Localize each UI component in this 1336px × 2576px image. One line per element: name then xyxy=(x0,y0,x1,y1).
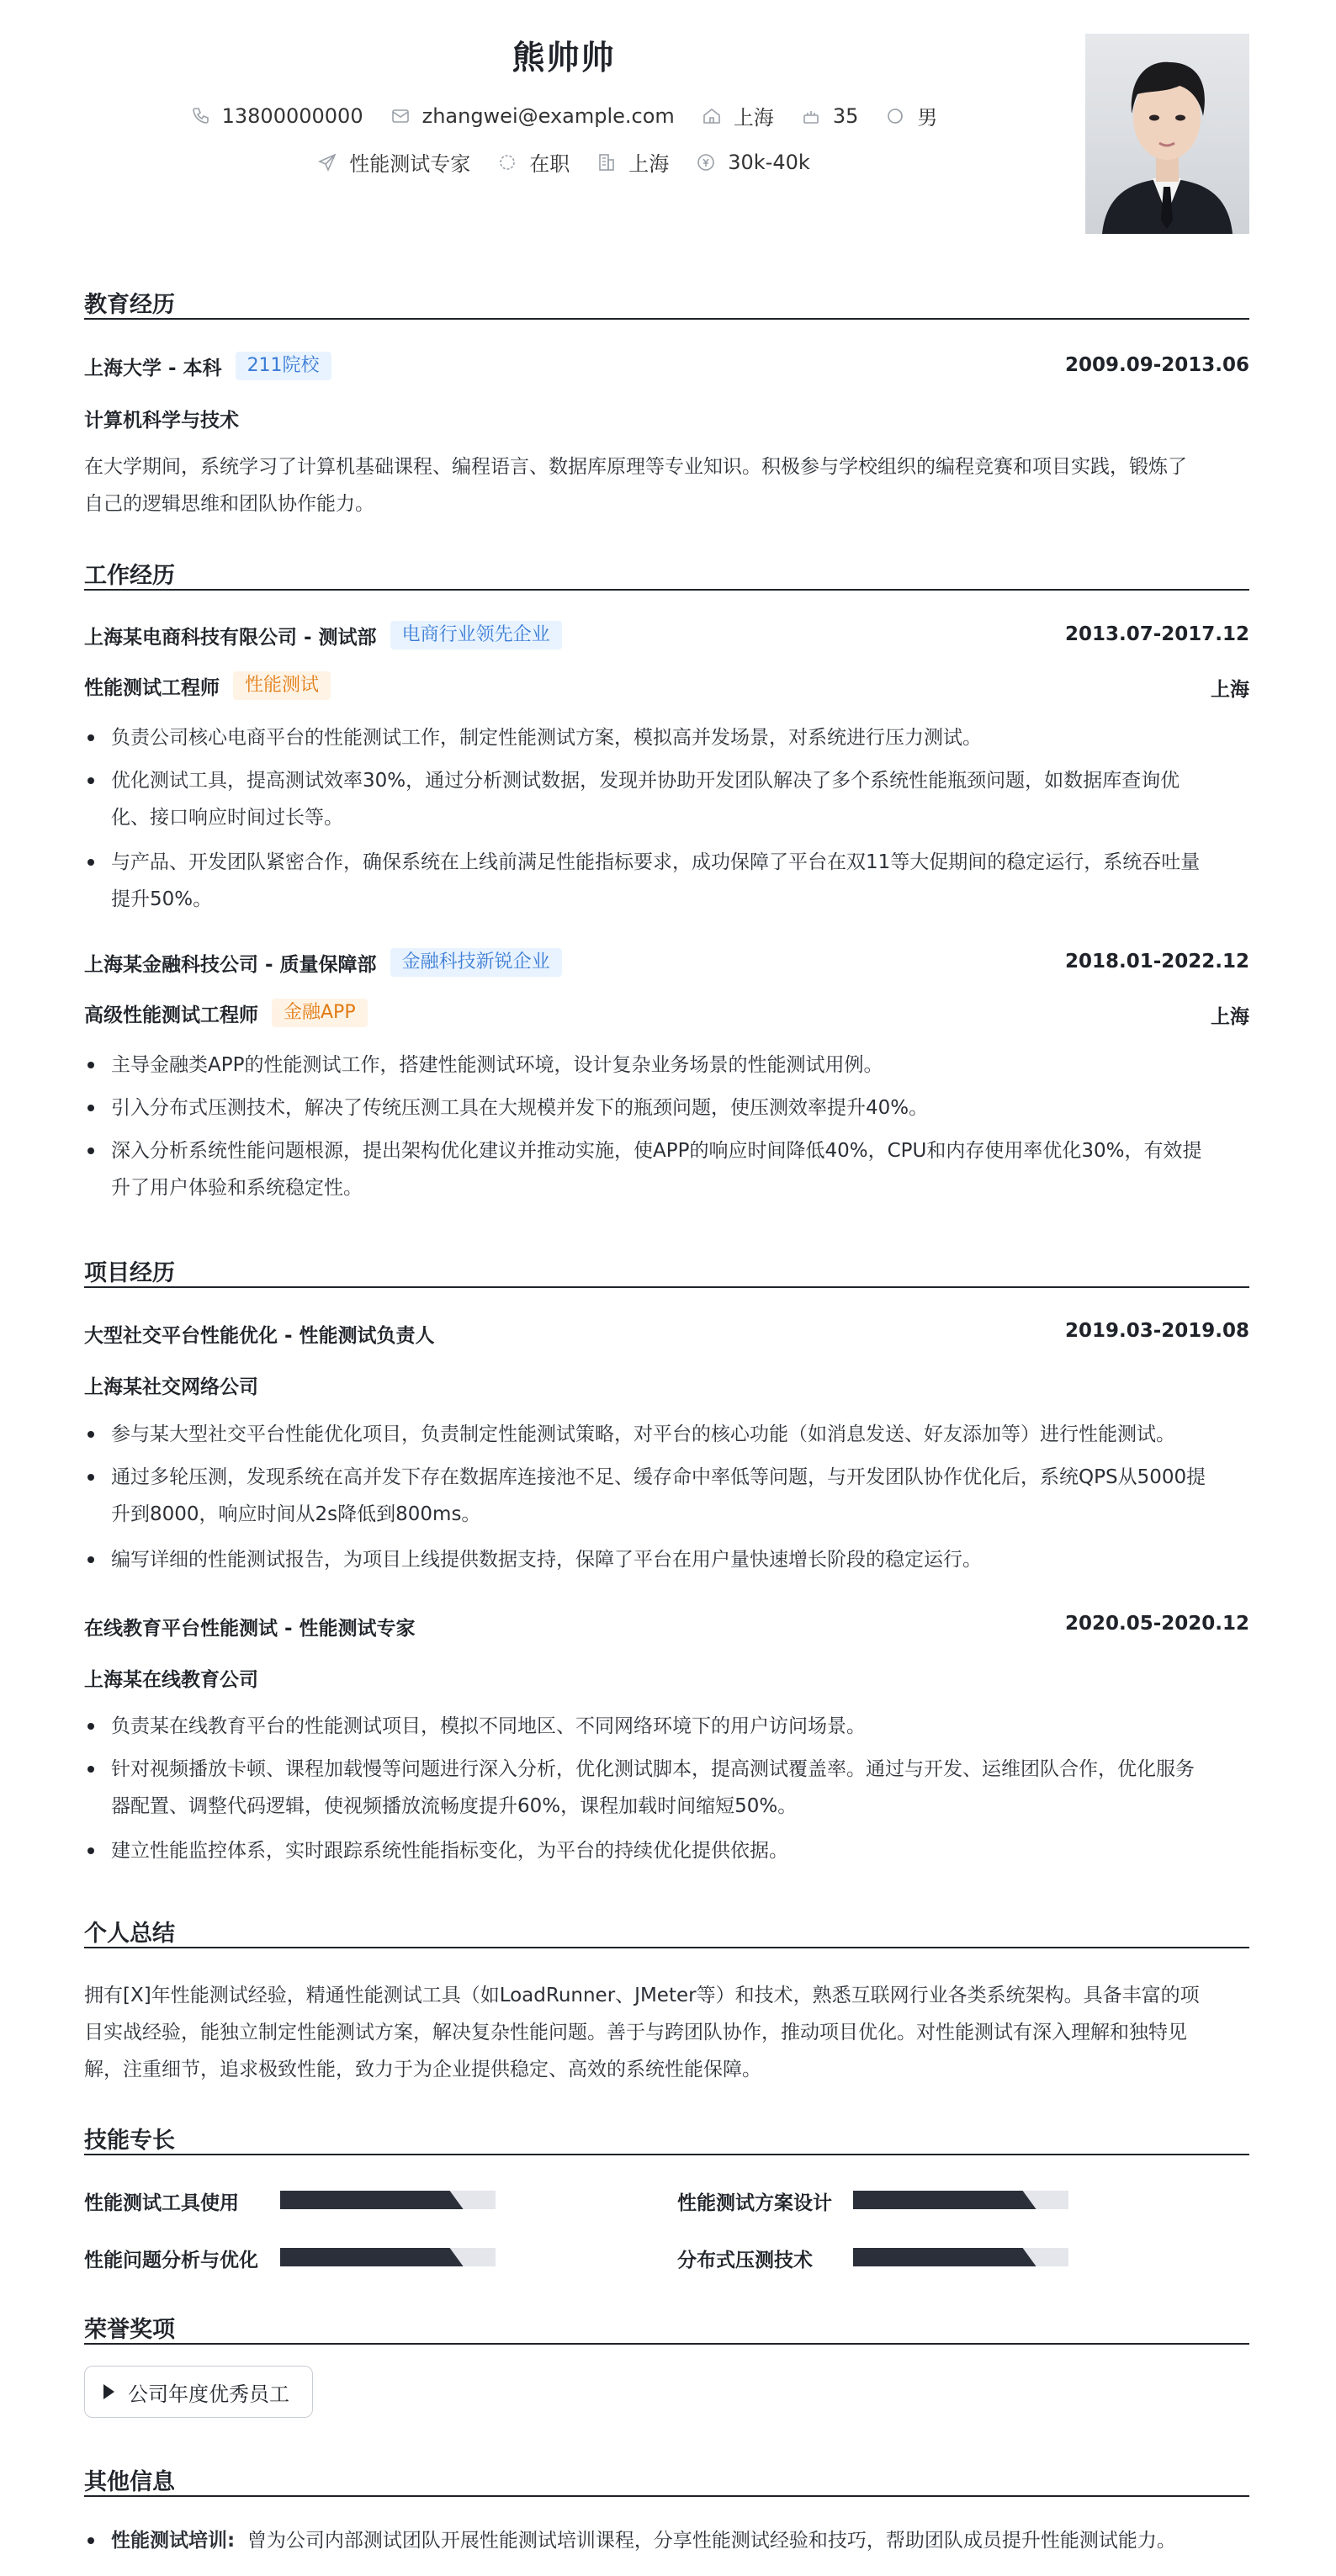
other-text: 曾为公司内部测试团队开展性能测试培训课程，分享性能测试经验和技巧，帮助团队成员提升性能测试能力。 xyxy=(247,2530,1176,2552)
work-role: 性能测试工程师 性能测试 xyxy=(84,671,331,700)
work-company: 上海某电商科技有限公司 - 测试部 电商行业领先企业 xyxy=(84,621,562,649)
list-item: 与产品、开发团队紧密合作，确保系统在上线前满足性能指标要求，成功保障了平台在双11等大促期间的稳定运行，系统吞吐量 提升50%。 xyxy=(84,844,1249,918)
salary-icon xyxy=(696,152,716,172)
education-major: 计算机科学与技术 xyxy=(84,410,239,432)
skill-fill xyxy=(280,2191,464,2209)
job-title-text: 性能测试专家 xyxy=(349,152,471,176)
phone-item xyxy=(190,104,363,128)
skill-bar xyxy=(280,2248,496,2266)
skill-label: 性能测试方案设计 xyxy=(677,2192,832,2214)
list-item: 编写详细的性能测试报告，为项目上线提供数据支持，保障了平台在用户量快速增长阶段的稳定运行。 xyxy=(84,1541,1249,1578)
email-item xyxy=(390,104,675,128)
age-item xyxy=(801,104,859,128)
role-tag: 金融APP xyxy=(272,999,368,1027)
list-item: 参与某大型社交平台性能优化项目，负责制定性能测试策略，对平台的核心功能（如消息发送、好友添加等）进行性能测试。 xyxy=(84,1416,1249,1453)
other-label: 性能测试培训: xyxy=(111,2530,236,2552)
gender-item xyxy=(885,101,937,130)
project-title: 大型社交平台性能优化 - 性能测试负责人 xyxy=(84,1325,435,1347)
candidate-name: 熊帅帅 xyxy=(512,40,616,77)
project-period: 2019.03-2019.08 xyxy=(1064,1320,1249,1342)
avatar-photo xyxy=(1085,34,1249,234)
list-item: 通过多轮压测，发现系统在高并发下存在数据库连接池不足、缓存命中率低等问题，与开发团队协作优化后，系统QPS从5000提 升到8000，响应时间从2s降低到800ms。 xyxy=(84,1459,1249,1533)
section-title-other: 其他信息 xyxy=(84,2469,175,2495)
section-divider xyxy=(84,2343,1249,2345)
section-title-projects: 项目经历 xyxy=(84,1260,175,1286)
location-text: 上海 xyxy=(733,106,774,130)
age-text: 35 xyxy=(832,103,859,128)
building-icon xyxy=(596,152,617,172)
status-item xyxy=(497,147,570,177)
project-title: 在线教育平台性能测试 - 性能测试专家 xyxy=(84,1618,416,1640)
work-city: 上海 xyxy=(1211,1006,1249,1028)
project-company: 上海某在线教育公司 xyxy=(84,1669,258,1691)
location-item xyxy=(702,101,774,130)
school-tag: 211院校 xyxy=(236,352,331,380)
salary-item xyxy=(696,151,810,174)
gender-text: 男 xyxy=(917,106,938,130)
target-city-text: 上海 xyxy=(628,152,670,176)
company-tag: 电商行业领先企业 xyxy=(390,621,562,649)
skill-fill xyxy=(853,2248,1036,2266)
status-icon xyxy=(497,152,517,172)
award-label: 公司年度优秀员工 xyxy=(128,2382,289,2406)
job-title-item xyxy=(317,147,470,177)
skill-label: 分布式压测技术 xyxy=(677,2250,813,2271)
work-city: 上海 xyxy=(1211,679,1249,701)
education-description: 在大学期间，系统学习了计算机基础课程、编程语言、数据库原理等专业知识。积极参与学校组织的编程竞赛和项目实践，锻炼了 自己的逻辑思维和团队协作能力。 xyxy=(84,456,1187,515)
skill-label: 性能测试工具使用 xyxy=(84,2192,239,2214)
status-text: 在职 xyxy=(529,152,570,176)
section-divider xyxy=(84,318,1249,320)
section-title-honors: 荣誉奖项 xyxy=(84,2317,175,2343)
contact-row xyxy=(0,101,1127,130)
list-item: 针对视频播放卡顿、课程加载慢等问题进行深入分析，优化测试脚本，提高测试覆盖率。通过与开发、运维团队合作，优化服务 器配置、调整代码逻辑，使视频播放流畅度提升60%，课程加载时间缩短50%。 xyxy=(84,1751,1249,1825)
skill-bar xyxy=(280,2191,496,2209)
skill-fill xyxy=(853,2191,1036,2209)
home-icon xyxy=(702,106,722,126)
list-item: 深入分析系统性能问题根源，提出架构优化建议并推动实施，使APP的响应时间降低40%，CPU和内存使用率优化30%，有效提 升了用户体验和系统稳定性。 xyxy=(84,1132,1249,1206)
email-text: zhangwei@example.com xyxy=(421,103,675,128)
education-period: 2009.09-2013.06 xyxy=(1064,354,1249,376)
work-company: 上海某金融科技公司 - 质量保障部 金融科技新锐企业 xyxy=(84,948,562,977)
work-period: 2018.01-2022.12 xyxy=(1064,951,1249,973)
project-company: 上海某社交网络公司 xyxy=(84,1376,258,1398)
section-divider xyxy=(84,1947,1249,1948)
skill-bar xyxy=(853,2248,1068,2266)
mail-icon xyxy=(390,106,411,126)
phone-icon xyxy=(190,106,210,126)
summary-text: 拥有[X]年性能测试经验，精通性能测试工具（如LoadRunner、JMeter等）和技术，熟悉互联网行业各类系统架构。具备丰富的项 目实战经验，能独立制定性能测试方案，解决复杂性能问题。善于与跨团队协作，推动项目优化。对性能测试有深入理解和独特见 解，注重细节，追求极致性能，致力于为企业提供稳定、高效的系统性能保障。 xyxy=(84,1985,1200,2080)
salary-text: 30k-40k xyxy=(728,150,810,174)
project-period: 2020.05-2020.12 xyxy=(1064,1613,1249,1635)
section-divider xyxy=(84,2154,1249,2155)
section-divider xyxy=(84,589,1249,591)
school-name: 上海大学 - 本科 xyxy=(84,357,222,379)
section-title-education: 教育经历 xyxy=(84,292,175,318)
job-intent-row xyxy=(0,147,1127,177)
target-city-item xyxy=(596,147,669,177)
section-divider xyxy=(84,2495,1249,2497)
section-title-work: 工作经历 xyxy=(84,563,175,589)
list-item: 建立性能监控体系，实时跟踪系统性能指标变化，为平台的持续优化提供依据。 xyxy=(84,1832,1249,1869)
send-icon xyxy=(317,152,337,172)
phone-text: 13800000000 xyxy=(221,103,363,128)
work-period: 2013.07-2017.12 xyxy=(1064,623,1249,645)
skill-bar xyxy=(853,2191,1068,2209)
list-item: 引入分布式压测技术，解决了传统压测工具在大规模并发下的瓶颈问题，使压测效率提升40%。 xyxy=(84,1089,1249,1126)
skill-label: 性能问题分析与优化 xyxy=(84,2250,258,2271)
list-item: 主导金融类APP的性能测试工作，搭建性能测试环境，设计复杂业务场景的性能测试用例。 xyxy=(84,1047,1249,1084)
section-divider xyxy=(84,1286,1249,1288)
list-item xyxy=(84,2522,1249,2559)
skill-fill xyxy=(280,2248,464,2266)
education-school xyxy=(84,352,331,380)
company-tag: 金融科技新锐企业 xyxy=(390,948,562,977)
list-item: 负责某在线教育平台的性能测试项目，模拟不同地区、不同网络环境下的用户访问场景。 xyxy=(84,1708,1249,1745)
work-role: 高级性能测试工程师 金融APP xyxy=(84,999,368,1027)
role-tag: 性能测试 xyxy=(233,671,331,700)
age-icon xyxy=(801,106,821,126)
play-icon xyxy=(103,2384,114,2399)
section-title-summary: 个人总结 xyxy=(84,1921,175,1947)
award-item[interactable] xyxy=(84,2366,313,2418)
section-title-skills: 技能专长 xyxy=(84,2128,175,2154)
list-item: 负责公司核心电商平台的性能测试工作，制定性能测试方案，模拟高并发场景，对系统进行压力测试。 xyxy=(84,719,1249,756)
gender-icon xyxy=(885,106,905,126)
list-item: 优化测试工具，提高测试效率30%，通过分析测试数据，发现并协助开发团队解决了多个系统性能瓶颈问题，如数据库查询优 化、接口响应时间过长等。 xyxy=(84,762,1249,836)
